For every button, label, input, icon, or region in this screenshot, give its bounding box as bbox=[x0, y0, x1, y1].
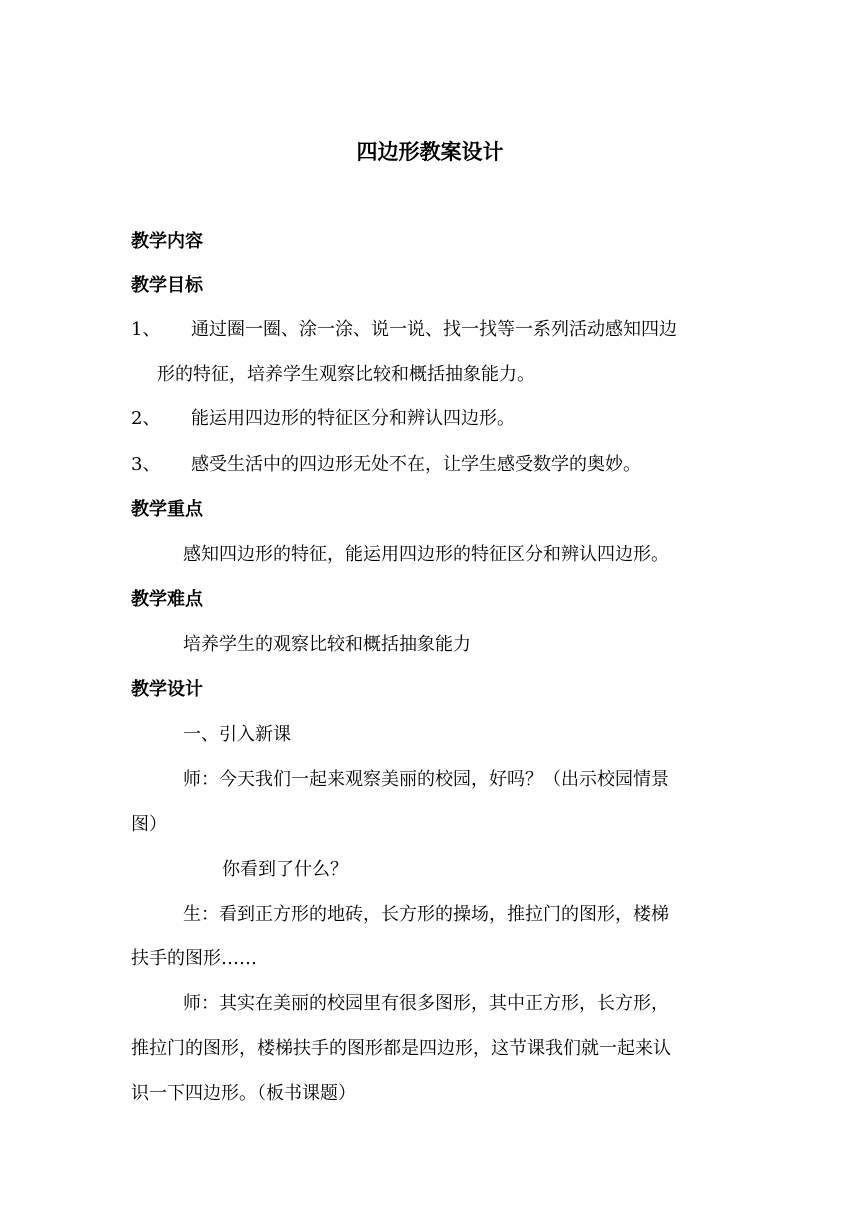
teacher-1-line-1: 师：今天我们一起来观察美丽的校园，好吗？（出示校园情景 bbox=[183, 769, 669, 790]
student-1-line-1: 生：看到正方形的地砖，长方形的操场，推拉门的图形，楼梯 bbox=[183, 904, 669, 925]
goal-text-1-line1: 通过圈一圈、涂一涂、说一说、找一找等一系列活动感知四边 bbox=[191, 319, 677, 340]
heading-difficulties: 教学难点 bbox=[131, 589, 203, 610]
goal-text-2: 能运用四边形的特征区分和辨认四边形。 bbox=[191, 408, 515, 429]
goal-text-1-line2: 形的特征，培养学生观察比较和概括抽象能力。 bbox=[157, 364, 535, 385]
goal-item-3 bbox=[131, 452, 641, 478]
goal-number-1: 1、 bbox=[131, 319, 161, 340]
teacher-2-line-3: 识一下四边形。（板书课题） bbox=[131, 1083, 356, 1104]
heading-goals: 教学目标 bbox=[131, 275, 203, 296]
teacher-2-line-2: 推拉门的图形，楼梯扶手的图形都是四边形，这节课我们就一起来认 bbox=[131, 1038, 671, 1059]
goal-item-2 bbox=[131, 406, 515, 432]
goal-number-2: 2、 bbox=[131, 408, 161, 429]
difficulties-text: 培养学生的观察比较和概括抽象能力 bbox=[183, 634, 471, 655]
heading-key-points: 教学重点 bbox=[131, 499, 203, 520]
key-points-text: 感知四边形的特征，能运用四边形的特征区分和辨认四边形。 bbox=[183, 544, 669, 565]
teacher-1-question: 你看到了什么？ bbox=[222, 859, 348, 880]
goal-text-3: 感受生活中的四边形无处不在，让学生感受数学的奥妙。 bbox=[191, 454, 641, 475]
document-title: 四边形教案设计 bbox=[356, 140, 504, 164]
student-1-line-2: 扶手的图形…… bbox=[131, 948, 257, 969]
goal-number-3: 3、 bbox=[131, 454, 161, 475]
teacher-1-line-2: 图） bbox=[131, 814, 167, 835]
design-step-1: 一、引入新课 bbox=[183, 724, 291, 745]
heading-content: 教学内容 bbox=[131, 231, 203, 252]
teacher-2-line-1: 师：其实在美丽的校园里有很多图形，其中正方形，长方形， bbox=[183, 993, 669, 1014]
heading-design: 教学设计 bbox=[131, 679, 203, 700]
goal-item-1 bbox=[131, 317, 677, 343]
